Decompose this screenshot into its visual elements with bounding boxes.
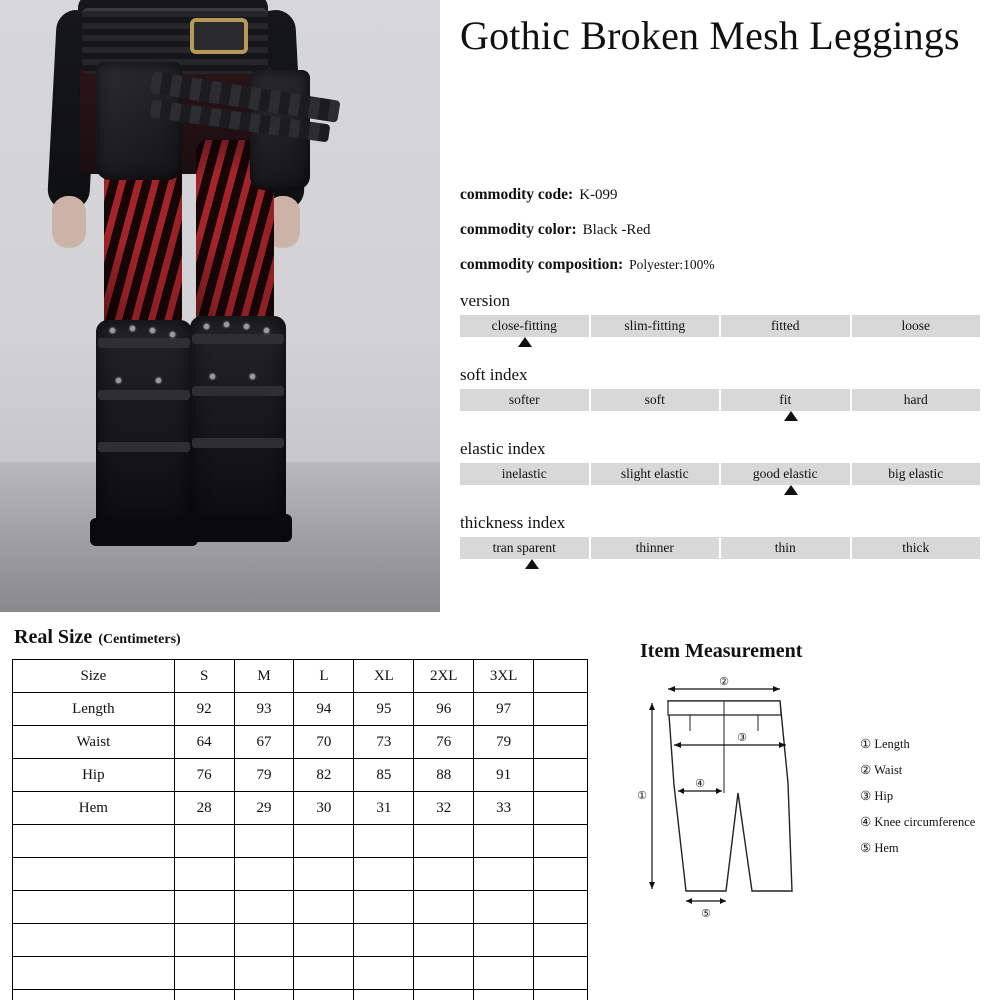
index-label: thickness index — [460, 513, 566, 532]
real-size-title: Real Size — [14, 626, 93, 648]
table-row-empty — [13, 924, 588, 957]
index-scale — [460, 537, 980, 559]
legend-item — [860, 809, 975, 835]
legend-label: Hem — [874, 841, 899, 855]
column-header: XL — [354, 660, 414, 693]
row-label: Length — [13, 693, 175, 726]
cell: 67 — [234, 726, 294, 759]
index-marker-row — [460, 485, 980, 499]
spec-commodity-code — [460, 186, 1000, 204]
index-marker-row — [460, 337, 980, 351]
model-left-hand — [52, 196, 86, 248]
scale-option[interactable]: soft — [591, 389, 722, 411]
cell: 88 — [414, 759, 474, 792]
size-table — [12, 659, 588, 1000]
table-row-empty — [13, 891, 588, 924]
cell: 92 — [174, 693, 234, 726]
page-title: Gothic Broken Mesh Leggings — [460, 13, 960, 58]
selected-marker — [784, 411, 798, 421]
table-row-empty — [13, 957, 588, 990]
cell: 29 — [234, 792, 294, 825]
svg-text:④: ④ — [695, 778, 705, 790]
legend-label: Hip — [874, 789, 894, 803]
spec-value: Black -Red — [582, 222, 651, 238]
spec-value: K-099 — [579, 187, 618, 203]
index-label: version — [460, 291, 511, 310]
cell: 76 — [414, 726, 474, 759]
legend-number: ⑤ — [860, 841, 872, 855]
legend-number: ③ — [860, 789, 872, 803]
legend-number: ④ — [860, 815, 872, 829]
scale-option[interactable]: inelastic — [460, 463, 591, 485]
spec-commodity-composition — [460, 256, 1000, 274]
cell: 31 — [354, 792, 414, 825]
column-header: 2XL — [414, 660, 474, 693]
column-header: L — [294, 660, 354, 693]
cell: 79 — [234, 759, 294, 792]
legend-label: Length — [874, 737, 910, 751]
cell: 32 — [414, 792, 474, 825]
selected-marker — [525, 559, 539, 569]
boot-right — [190, 316, 286, 526]
cell: 93 — [234, 693, 294, 726]
scale-option[interactable]: slim-fitting — [591, 315, 722, 337]
column-header: S — [174, 660, 234, 693]
measurement-legend — [860, 673, 975, 933]
table-row — [13, 693, 588, 726]
cell: 28 — [174, 792, 234, 825]
cell: 64 — [174, 726, 234, 759]
cell: 94 — [294, 693, 354, 726]
index-label: elastic index — [460, 439, 546, 458]
belt-buckle — [190, 18, 248, 54]
cell: 73 — [354, 726, 414, 759]
table-row — [13, 759, 588, 792]
column-header — [534, 660, 588, 693]
cell-empty — [534, 693, 588, 726]
table-row-empty — [13, 990, 588, 1000]
table-row-empty — [13, 858, 588, 891]
cell-empty — [534, 792, 588, 825]
spec-label: commodity color: — [460, 221, 577, 238]
legend-label: Waist — [874, 763, 903, 777]
legend-item — [860, 757, 975, 783]
scale-option[interactable]: softer — [460, 389, 591, 411]
index-scale — [460, 463, 980, 485]
scale-option[interactable]: tran sparent — [460, 537, 591, 559]
cell: 85 — [354, 759, 414, 792]
svg-text:③: ③ — [737, 732, 747, 744]
legend-item — [860, 783, 975, 809]
measurement-body — [630, 673, 1000, 933]
scale-option[interactable]: slight elastic — [591, 463, 722, 485]
product-photo — [0, 0, 440, 612]
boot-left — [96, 320, 192, 530]
selected-marker — [784, 485, 798, 495]
legend-item — [860, 731, 975, 757]
cell: 79 — [474, 726, 534, 759]
table-row — [13, 792, 588, 825]
boot-left-sole — [90, 518, 198, 546]
index-soft — [460, 365, 1000, 425]
column-header: 3XL — [474, 660, 534, 693]
spec-label: commodity code: — [460, 186, 574, 203]
cell: 91 — [474, 759, 534, 792]
index-thickness — [460, 513, 1000, 573]
index-marker-row — [460, 559, 980, 573]
scale-option[interactable]: thinner — [591, 537, 722, 559]
real-size-heading — [14, 626, 612, 649]
index-label: soft index — [460, 365, 528, 384]
spec-label: commodity composition: — [460, 256, 624, 273]
selected-marker — [518, 337, 532, 347]
scale-option[interactable]: loose — [852, 315, 981, 337]
table-row — [13, 726, 588, 759]
spec-value: Polyester:100% — [629, 257, 715, 272]
scale-option[interactable]: hard — [852, 389, 981, 411]
svg-text:①: ① — [637, 790, 647, 802]
row-label: Hem — [13, 792, 175, 825]
column-header: M — [234, 660, 294, 693]
index-scale — [460, 389, 980, 411]
scale-option[interactable]: thin — [721, 537, 852, 559]
product-info-panel — [440, 0, 1000, 612]
table-header-row — [13, 660, 588, 693]
row-label: Waist — [13, 726, 175, 759]
table-row-empty — [13, 825, 588, 858]
legend-label: Knee circumference — [874, 815, 976, 829]
scale-option[interactable]: good elastic — [721, 463, 852, 485]
index-marker-row — [460, 411, 980, 425]
scale-option[interactable]: big elastic — [852, 463, 981, 485]
column-header: Size — [13, 660, 175, 693]
pants-diagram — [630, 673, 860, 933]
cell: 82 — [294, 759, 354, 792]
svg-text:⑤: ⑤ — [701, 908, 711, 920]
spec-list — [460, 186, 1000, 274]
cell: 97 — [474, 693, 534, 726]
cell-empty — [534, 726, 588, 759]
scale-option[interactable]: fitted — [721, 315, 852, 337]
cell: 70 — [294, 726, 354, 759]
cell: 96 — [414, 693, 474, 726]
cell: 95 — [354, 693, 414, 726]
scale-option[interactable]: close-fitting — [460, 315, 591, 337]
legend-number: ① — [860, 737, 872, 751]
bottom-section — [0, 612, 1000, 1000]
size-table-section — [12, 612, 612, 1000]
index-version — [460, 291, 1000, 351]
scale-option[interactable]: thick — [852, 537, 981, 559]
cell: 30 — [294, 792, 354, 825]
index-scale — [460, 315, 980, 337]
cell-empty — [534, 759, 588, 792]
item-measurement-section — [612, 612, 1000, 1000]
boot-right-sole — [184, 514, 292, 542]
index-elastic — [460, 439, 1000, 499]
legend-number: ② — [860, 763, 872, 777]
cell: 33 — [474, 792, 534, 825]
cell: 76 — [174, 759, 234, 792]
svg-text:②: ② — [719, 676, 729, 688]
measurement-title: Item Measurement — [640, 640, 803, 662]
legend-item — [860, 835, 975, 861]
row-label: Hip — [13, 759, 175, 792]
real-size-unit: (Centimeters) — [98, 632, 181, 647]
spec-commodity-color — [460, 221, 1000, 239]
scale-option[interactable]: fit — [721, 389, 852, 411]
